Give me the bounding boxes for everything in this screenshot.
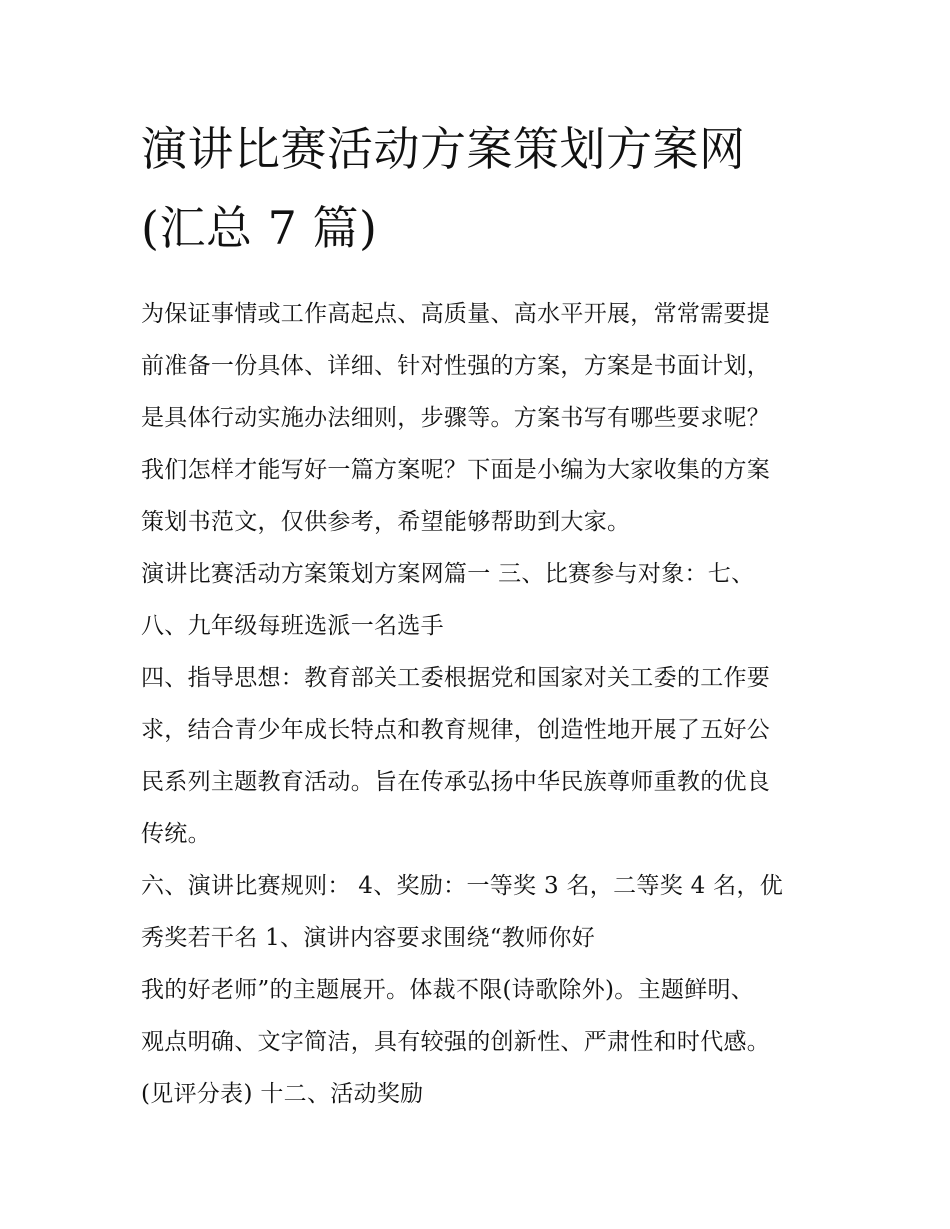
text-line: 求，结合青少年成长特点和教育规律，创造性地开展了五好公 (141, 717, 771, 743)
text-line: 演讲比赛活动方案策划方案网篇一 三、比赛参与对象：七、 (141, 561, 755, 587)
document-title (141, 110, 821, 268)
text-line: 为保证事情或工作高起点、高质量、高水平开展，常常需要提 (141, 301, 771, 327)
text-line: 我们怎样才能写好一篇方案呢？下面是小编为大家收集的方案 (141, 457, 771, 483)
paragraph-guiding-thought (141, 652, 821, 860)
text-line: 观点明确、文字简洁，具有较强的创新性、严肃性和时代感。 (141, 1029, 771, 1055)
paragraph-participants (141, 548, 821, 652)
document-body (141, 288, 821, 1120)
title-line: (汇总 7 篇) (141, 201, 378, 255)
text-line: 策划书范文，仅供参考，希望能够帮助到大家。 (141, 509, 631, 535)
paragraph-intro (141, 288, 821, 548)
paragraph-rules (141, 860, 821, 1120)
text-line: 我的好老师”的主题展开。体裁不限(诗歌除外)。主题鲜明、 (141, 977, 755, 1003)
text-line: 八、九年级每班选派一名选手 (141, 613, 444, 639)
text-line: 四、指导思想：教育部关工委根据党和国家对关工委的工作要 (141, 665, 771, 691)
text-line: 民系列主题教育活动。旨在传承弘扬中华民族尊师重教的优良 (141, 769, 771, 795)
document-content (141, 110, 821, 1120)
title-line: 演讲比赛活动方案策划方案网 (141, 122, 746, 176)
text-line: 前准备一份具体、详细、针对性强的方案，方案是书面计划， (141, 353, 771, 379)
text-line: 秀奖若干名 1、演讲内容要求围绕“教师你好 (141, 925, 596, 951)
text-line: 是具体行动实施办法细则，步骤等。方案书写有哪些要求呢？ (141, 405, 771, 431)
text-line: (见评分表) 十二、活动奖励 (141, 1081, 424, 1107)
text-line: 传统。 (141, 821, 211, 847)
text-line: 六、演讲比赛规则： 4、奖励：一等奖 3 名，二等奖 4 名，优 (141, 873, 784, 899)
